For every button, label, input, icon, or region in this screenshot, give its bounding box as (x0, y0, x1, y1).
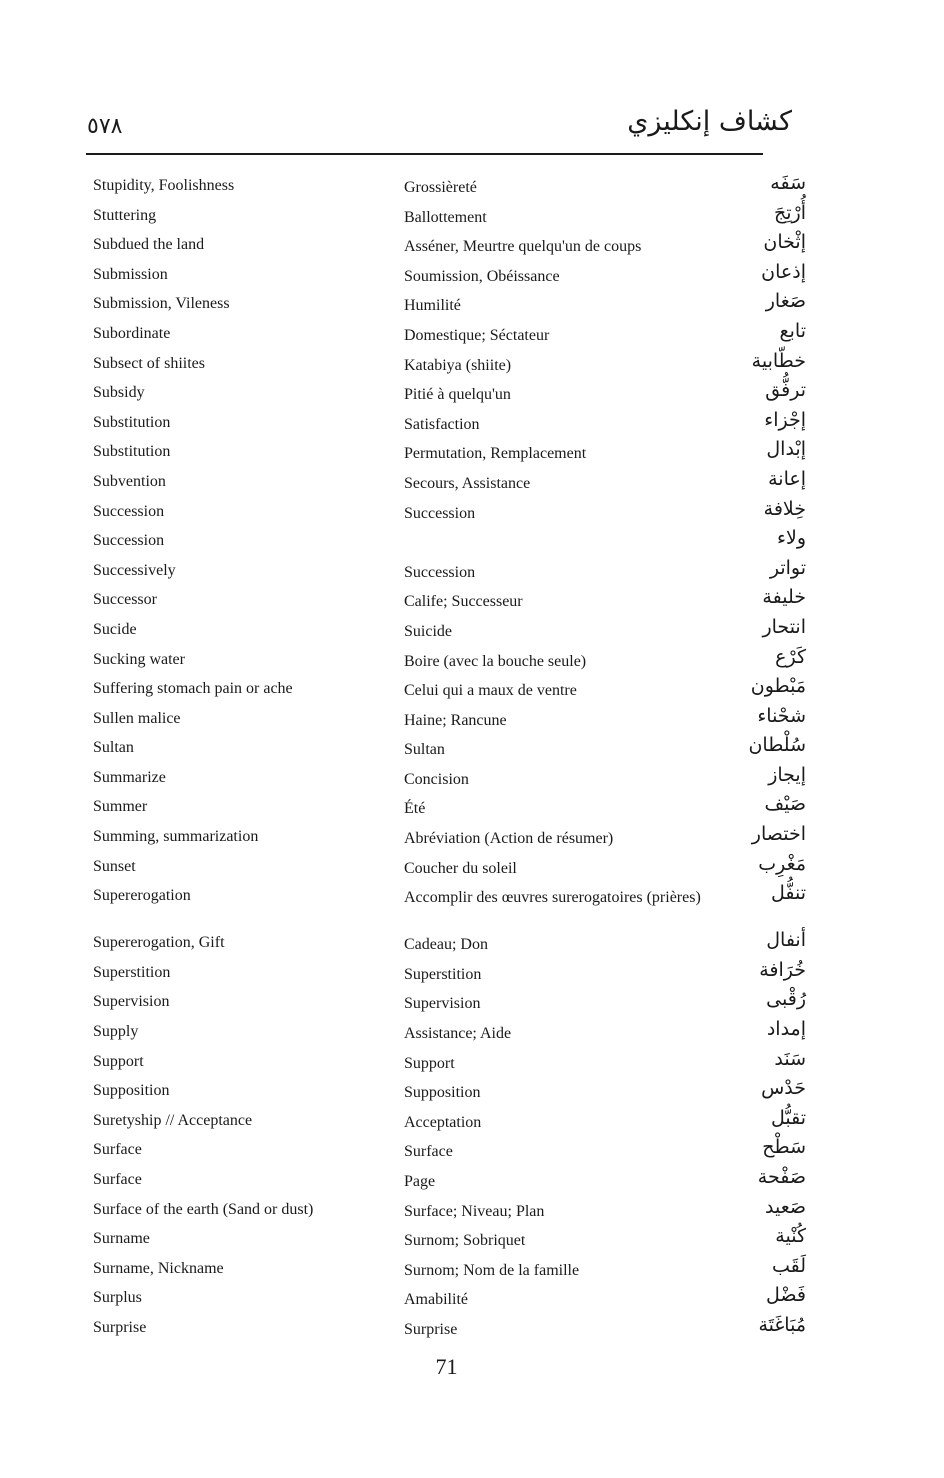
french-term: Supervision (404, 995, 481, 1013)
french-term: Coucher du soleil (404, 859, 517, 877)
arabic-term: كُنْية (775, 1225, 806, 1248)
table-row (0, 791, 944, 821)
table-row (0, 555, 944, 585)
table-row (0, 1194, 944, 1224)
french-term: Support (404, 1054, 455, 1072)
arabic-term: سَفَه (770, 172, 806, 194)
english-term: Succession (93, 502, 165, 520)
table-row (0, 986, 944, 1016)
english-term: Surface (93, 1171, 142, 1188)
english-term: Subsect of shiites (93, 354, 205, 372)
english-term: Sucide (93, 620, 137, 638)
table-row (0, 496, 944, 526)
english-term: Summing, summarization (93, 828, 259, 846)
arabic-term: سَطْح (762, 1136, 806, 1159)
table-row (0, 1046, 944, 1076)
table-row (0, 614, 944, 644)
french-term: Satisfaction (404, 415, 480, 433)
table-row (0, 644, 944, 674)
table-row (0, 348, 944, 378)
table-row (0, 318, 944, 348)
english-term: Submission, Vileness (93, 295, 230, 313)
english-term: Submission (93, 265, 168, 283)
french-term: Surnom; Nom de la famille (404, 1261, 580, 1279)
arabic-term: تنفُّل (770, 882, 806, 905)
english-term: Succession (93, 532, 165, 550)
english-term: Surface of the earth (Sand or dust) (93, 1200, 314, 1218)
english-term: Sunset (93, 857, 136, 875)
table-row (0, 525, 944, 555)
arabic-term: صَيْف (764, 793, 806, 816)
arabic-term: خطّابية (751, 349, 806, 372)
arabic-term: إبْدال (766, 438, 806, 461)
arabic-term: صَفْحة (757, 1166, 806, 1188)
french-term: Calife; Successeur (404, 593, 523, 611)
english-term: Support (93, 1052, 144, 1070)
arabic-term: تابع (779, 319, 806, 342)
table-row (0, 436, 944, 466)
english-term: Subdued the land (93, 236, 205, 254)
table-row (0, 703, 944, 733)
arabic-term: فَضْل (766, 1284, 806, 1307)
table-row (0, 584, 944, 614)
french-term: Celui qui a maux de ventre (404, 682, 577, 700)
arabic-term: خُرَافة (759, 958, 806, 981)
french-term: Domestique; Séctateur (404, 326, 550, 344)
french-term: Amabilité (404, 1291, 468, 1309)
french-term: Surprise (404, 1320, 458, 1338)
french-term: Succession (404, 504, 476, 522)
table-row (0, 1016, 944, 1046)
english-term: Supererogation (93, 887, 191, 905)
arabic-term: رُقْبى (766, 988, 806, 1011)
english-term: Subsidy (93, 384, 145, 402)
french-term: Ballottement (404, 208, 487, 226)
english-term: Surface (93, 1141, 142, 1159)
french-term: Soumission, Obéissance (404, 267, 560, 285)
english-term: Subordinate (93, 324, 171, 342)
table-row (0, 880, 944, 927)
arabic-term: إثْخان (763, 231, 806, 254)
arabic-term: صَغار (765, 290, 806, 313)
table-row (0, 673, 944, 703)
english-term: Surplus (93, 1289, 142, 1307)
table-row (0, 1223, 944, 1253)
english-term: Suffering stomach pain or ache (93, 680, 293, 698)
page-number-arabic: ٥٧٨ (87, 114, 123, 139)
table-row (0, 1253, 944, 1283)
arabic-term: إذعان (761, 260, 806, 283)
french-term: Katabiya (shiite) (404, 356, 512, 374)
english-term: Stuttering (93, 206, 157, 224)
french-term: Superstition (404, 965, 482, 983)
english-term: Supererogation, Gift (93, 934, 225, 952)
arabic-term: إجْزاء (764, 408, 806, 431)
arabic-term: خِلافة (763, 497, 806, 520)
english-term: Surname (93, 1230, 150, 1248)
english-term: Supposition (93, 1082, 170, 1100)
english-term: Summarize (93, 768, 166, 786)
french-term: Acceptation (404, 1113, 482, 1131)
french-term: Surface; Niveau; Plan (404, 1202, 545, 1220)
french-term: Humilité (404, 297, 461, 315)
table-row (0, 466, 944, 496)
arabic-term: لَقَب (771, 1254, 806, 1277)
arabic-term: خليفة (762, 586, 806, 609)
french-term: Été (404, 800, 426, 818)
arabic-term: إمداد (766, 1018, 806, 1041)
english-term: Suretyship // Acceptance (93, 1111, 253, 1129)
english-term: Sullen malice (93, 709, 181, 727)
french-term: Suicide (404, 622, 452, 640)
arabic-term: حَدْس (761, 1077, 806, 1100)
arabic-term: إيجاز (768, 763, 806, 786)
english-term: Sucking water (93, 650, 185, 668)
arabic-term: مَغْرِب (758, 852, 806, 875)
french-term: Supposition (404, 1084, 481, 1102)
arabic-term: أنفال (766, 929, 806, 952)
french-term: Abréviation (Action de résumer) (404, 830, 614, 848)
table-row (0, 229, 944, 259)
arabic-term: صَعيد (764, 1195, 806, 1218)
arabic-term: إعانة (768, 467, 806, 490)
arabic-term: كَرْع (775, 645, 806, 668)
english-term: Surname, Nickname (93, 1259, 224, 1277)
table-row (0, 957, 944, 987)
table-row (0, 1164, 944, 1194)
french-term: Accomplir des œuvres surerogatoires (prières) (404, 889, 701, 907)
table-row (0, 732, 944, 762)
arabic-term: مُبَاغَتَة (758, 1313, 806, 1336)
arabic-term: أُرْتِجَ (773, 201, 806, 224)
arabic-term: تقبُّل (770, 1106, 806, 1129)
arabic-term: ترفُّق (765, 379, 806, 402)
english-term: Surprise (93, 1318, 147, 1336)
table-row (0, 927, 944, 957)
table-row (0, 762, 944, 792)
french-term: Page (404, 1173, 436, 1190)
table-row (0, 1282, 944, 1312)
english-term: Successor (93, 591, 157, 609)
english-term: Summer (93, 798, 148, 816)
french-term: Surface (404, 1143, 453, 1161)
table-row (0, 1312, 944, 1342)
arabic-term: اختصار (751, 823, 806, 846)
english-term: Superstition (93, 963, 171, 981)
french-term: Grossièreté (404, 179, 477, 196)
table-row (0, 259, 944, 289)
english-term: Subvention (93, 472, 166, 490)
french-term: Permutation, Remplacement (404, 445, 587, 463)
french-term: Concision (404, 770, 469, 788)
french-term: Boire (avec la bouche seule) (404, 652, 587, 670)
english-term: Supervision (93, 993, 170, 1011)
page-number: 71 (435, 1354, 458, 1379)
french-term: Surnom; Sobriquet (404, 1232, 526, 1250)
table-row (0, 1105, 944, 1135)
header-divider (86, 153, 763, 155)
arabic-term: شحْناء (757, 704, 806, 727)
english-term: Substitution (93, 413, 171, 431)
french-term: Assistance; Aide (404, 1025, 512, 1043)
table-row (0, 407, 944, 437)
table-row (0, 821, 944, 851)
table-row (0, 377, 944, 407)
arabic-term: مَبْطون (750, 675, 806, 698)
french-term: Pitié à quelqu'un (404, 386, 511, 404)
french-term: Asséner, Meurtre quelqu'un de coups (404, 238, 642, 256)
table-row (0, 851, 944, 881)
arabic-term: سُلْطان (748, 734, 806, 757)
arabic-term: سَنَد (774, 1047, 806, 1070)
arabic-term: ولاء (777, 527, 806, 550)
english-term: Stupidity, Foolishness (93, 177, 235, 194)
french-term: Secours, Assistance (404, 474, 531, 492)
english-term: Sultan (93, 739, 134, 757)
arabic-term: انتحار (762, 615, 806, 638)
table-row (0, 170, 944, 200)
french-term: Haine; Rancune (404, 711, 507, 729)
page-title: كشاف إنكليزي (627, 106, 792, 137)
french-term: Cadeau; Don (404, 936, 488, 954)
entries-list (0, 170, 944, 1342)
english-term: Supply (93, 1023, 139, 1041)
french-term: Succession (404, 563, 476, 581)
table-row (0, 288, 944, 318)
table-row (0, 1075, 944, 1105)
table-row (0, 200, 944, 230)
arabic-term: تواتر (769, 556, 806, 579)
french-term: Sultan (404, 741, 445, 759)
english-term: Substitution (93, 443, 171, 461)
table-row (0, 1134, 944, 1164)
english-term: Successively (93, 561, 176, 579)
